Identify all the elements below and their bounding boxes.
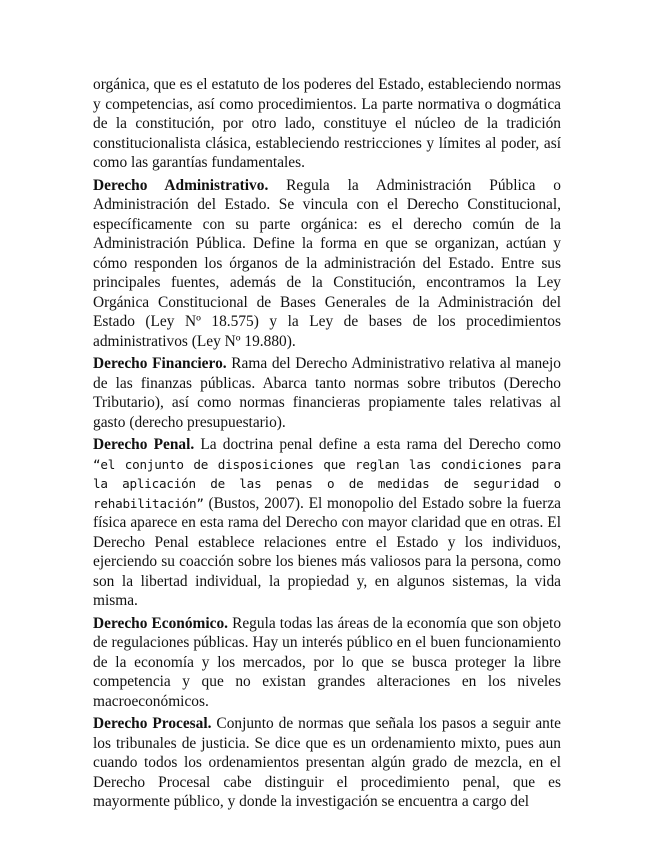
document-page (93, 75, 561, 815)
paragraph-administrativo-text: Regula la Administración Pública o Administración del Estado. Se vincula con el Derecho Constitucional, específicamente con su parte orgánica: es el derecho común de la Administración Pública. Define la forma en que se organizan, actúan y cómo responden los órganos de la administración del Estado. Entre sus principales fuentes, además de la Constitución, encontramos la Ley Orgánica Constitucional de Bases Generales de la Administración del Estado (Ley Nº 18.575) y la Ley de bases de los procedimientos administrativos (Ley Nº 19.880). (93, 176, 561, 350)
paragraph-intro (93, 75, 561, 173)
paragraph-economico-text: Regula todas las áreas de la economía que son objeto de regulaciones públicas. Hay un interés público en el buen funcionamiento de la economía y los mercados, por lo que se busca proteger la libre competencia y que no existan grandes alteraciones en los niveles macroeconómicos. (93, 614, 562, 710)
paragraph-derecho-procesal (93, 714, 561, 812)
paragraph-intro-text: orgánica, que es el estatuto de los poderes del Estado, estableciendo normas y competencias, así como procedimientos. La parte normativa o dogmática de la constitución, por otro lado, constituye el núcleo de la tradición constitucionalista clásica, estableciendo restricciones y límites al poder, así como las garantías fundamentales. (93, 76, 561, 171)
paragraph-derecho-penal (93, 435, 561, 611)
paragraph-derecho-economico (93, 614, 561, 712)
paragraph-financiero-text: Rama del Derecho Administrativo relativa al manejo de las finanzas públicas. Abarca tanto normas sobre tributos (Derecho Tributario), así como normas financieras propiamente tales relativas al gasto (derecho presupuestario). (93, 355, 561, 431)
paragraph-derecho-financiero (93, 354, 561, 432)
term-derecho-penal: Derecho Penal. (93, 436, 195, 453)
paragraph-penal-text-after: (Bustos, 2007). El monopolio del Estado sobre la fuerza física aparece en esta rama del Derecho con mayor claridad que en otras. El Derecho Penal establece relaciones entre el Estado y los individuos, ejerciendo su coacción sobre los bienes más valiosos para la persona, como son la libertad individual, la propiedad y, en algunos sistemas, la vida misma. (93, 494, 561, 609)
term-derecho-economico: Derecho Económico. (93, 614, 229, 632)
term-derecho-administrativo: Derecho Administrativo. (93, 176, 269, 194)
penal-definition-quote: “el conjunto de disposiciones que reglan las condiciones para la aplicación de las penas o de medidas de seguridad o rehabilitación” (93, 456, 561, 511)
paragraph-penal-text-before: La doctrina penal define a esta rama del Derecho como (194, 436, 561, 453)
paragraph-derecho-administrativo (93, 176, 561, 352)
term-derecho-financiero: Derecho Financiero. (93, 355, 227, 372)
term-derecho-procesal: Derecho Procesal. (93, 715, 212, 732)
paragraph-procesal-text: Conjunto de normas que señala los pasos a seguir ante los tribunales de justicia. Se dice que es un ordenamiento mixto, pues aun cuando todos los ordenamientos presentan algún grado de mezcla, en el Derecho Procesal cabe distinguir el procedimiento penal, que es mayormente público, y donde la investigación se encuentra a cargo del (93, 715, 561, 810)
